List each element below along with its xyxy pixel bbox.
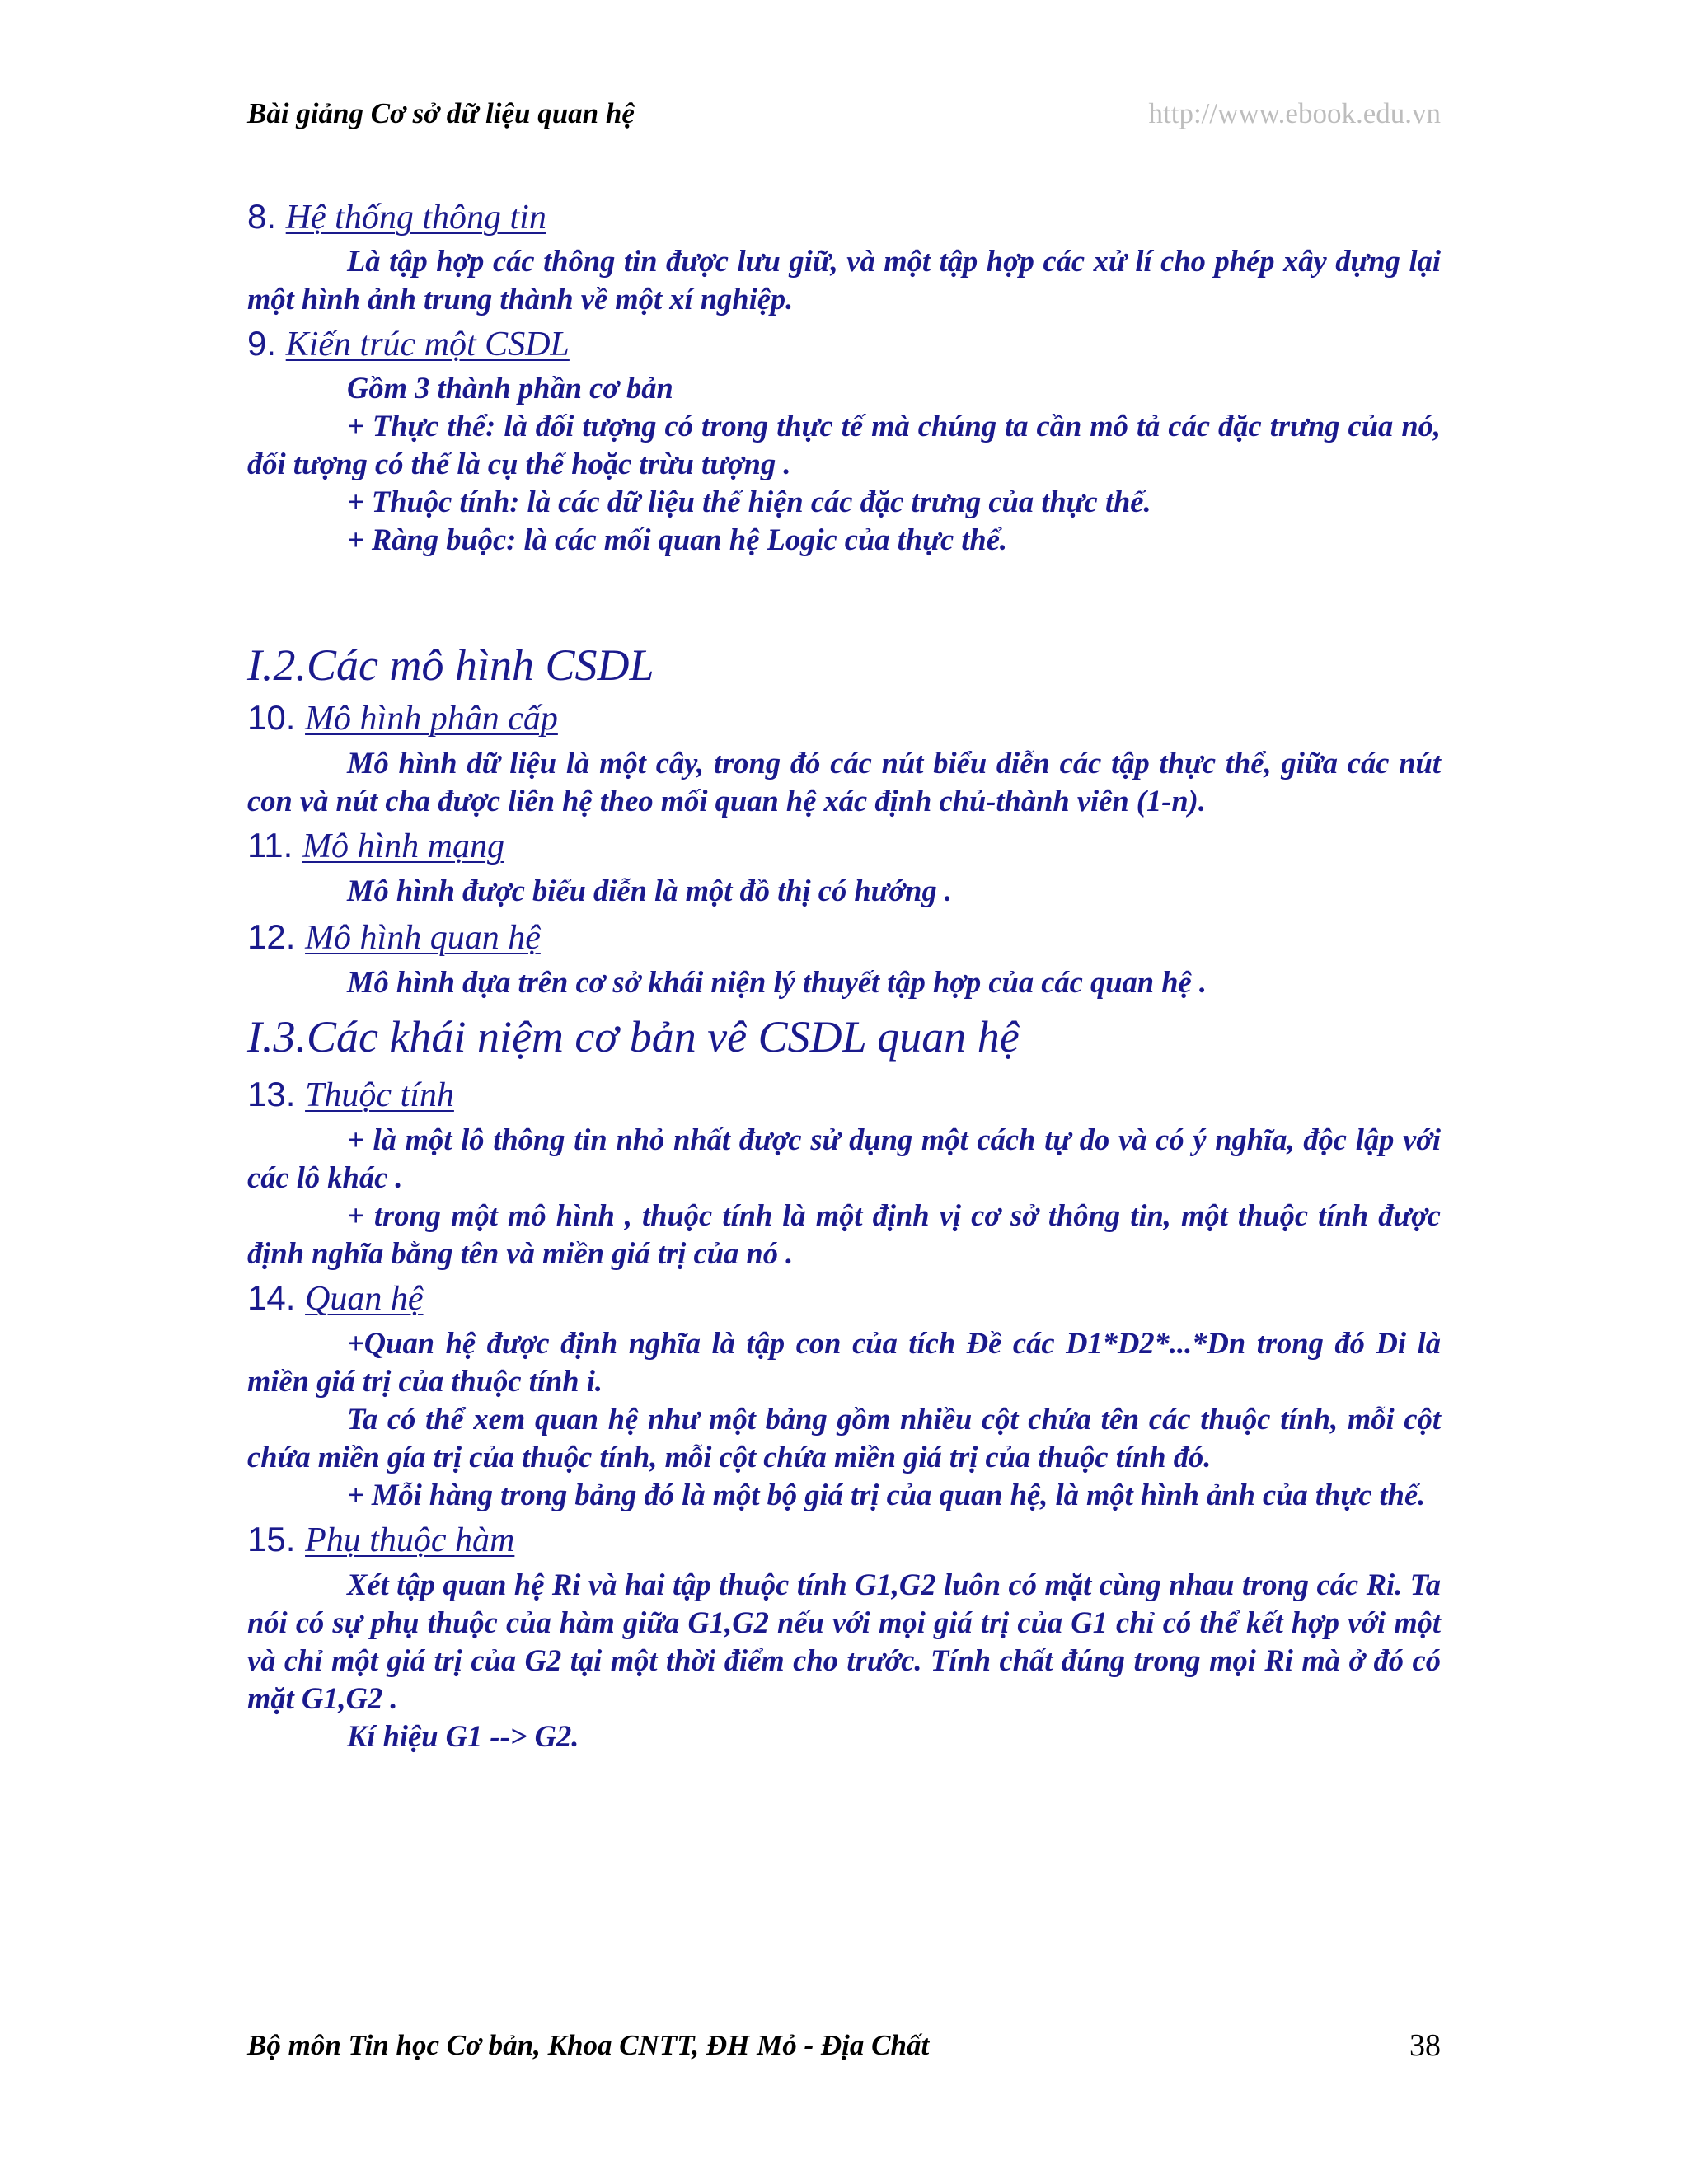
page-header (247, 97, 1441, 138)
item-15-heading (247, 1517, 1441, 1563)
footer-department: Bộ môn Tin học Cơ bản, Khoa CNTT, ĐH Mỏ - Địa Chất (247, 2029, 930, 2061)
item-9-paragraph-1: Gồm 3 thành phần cơ bản (347, 371, 673, 405)
page-content (247, 194, 1441, 1755)
item-14-paragraph-3: + Mỗi hàng trong bảng đó là một bộ giá trị của quan hệ, là một hình ảnh của thực thể. (347, 1478, 1426, 1511)
item-13-paragraph-2: + trong một mô hình , thuộc tính là một định vị cơ sở thông tin, một thuộc tính được định nghĩa bằng tên và miền giá trị của nó . (247, 1198, 1441, 1270)
item-title: Quan hệ (305, 1280, 424, 1318)
item-10-heading (247, 696, 1441, 741)
item-title: Mô hình phân cấp (305, 700, 558, 738)
header-url[interactable]: http://www.ebook.edu.vn (1148, 97, 1441, 129)
item-14-heading (247, 1276, 1441, 1321)
item-11-heading (247, 823, 1441, 869)
item-title: Thuộc tính (305, 1076, 454, 1114)
item-number: 9. (247, 324, 277, 363)
item-10-paragraph: Mô hình dữ liệu là một cây, trong đó các nút biểu diễn các tập thực thể, giữa các nút con và nút cha được liên hệ theo mối quan hệ xác định chủ-thành viên (1-n). (247, 746, 1441, 818)
item-number: 11. (247, 826, 293, 865)
item-9-paragraph-2: + Thực thể: là đối tượng có trong thực tế mà chúng ta cần mô tả các đặc trưng của nó, đối tượng có thể là cụ thể hoặc trừu tượng . (247, 409, 1441, 480)
section-heading-models: I.2.Các mô hình CSDL (247, 640, 654, 690)
item-number: 14. (247, 1278, 296, 1317)
item-8-heading (247, 194, 1441, 240)
item-11-paragraph: Mô hình được biểu diễn là một đồ thị có hướng . (347, 874, 952, 907)
item-number: 8. (247, 197, 277, 236)
item-9-paragraph-3: + Thuộc tính: là các dữ liệu thể hiện các đặc trưng của thực thể. (347, 485, 1151, 518)
header-title: Bài giảng Cơ sở dữ liệu quan hệ (247, 97, 635, 129)
item-title: Hệ thống thông tin (285, 199, 546, 237)
item-title: Kiến trúc một CSDL (285, 326, 570, 363)
item-12-heading (247, 915, 1441, 960)
item-8-paragraph: Là tập hợp các thông tin được lưu giữ, và một tập hợp các xử lí cho phép xây dựng lại một hình ảnh trung thành về một xí nghiệp. (247, 244, 1441, 316)
item-13-paragraph-1: + là một lô thông tin nhỏ nhất được sử dụng một cách tự do và có ý nghĩa, độc lập với các lô khác . (247, 1122, 1441, 1194)
section-heading-concepts: I.3.Các khái niệm cơ bản vê CSDL quan hệ (247, 1012, 1020, 1062)
item-title: Phụ thuộc hàm (305, 1521, 515, 1559)
item-title: Mô hình mạng (302, 827, 504, 865)
item-13-heading (247, 1072, 1441, 1118)
item-14-paragraph-2: Ta có thể xem quan hệ như một bảng gồm nhiều cột chứa tên các thuộc tính, mỗi cột chứa miền gía trị của thuộc tính, mỗi cột chứa miền giá trị của thuộc tính đó. (247, 1402, 1441, 1474)
item-15-paragraph-2: Kí hiệu G1 --> G2. (347, 1719, 579, 1753)
page-number: 38 (1409, 2028, 1441, 2063)
item-number: 15. (247, 1520, 296, 1558)
item-15-paragraph-1: Xét tập quan hệ Ri và hai tập thuộc tính G1,G2 luôn có mặt cùng nhau trong các Ri. Ta nói có sự phụ thuộc của hàm giữa G1,G2 nếu với mọi giá trị của G1 chỉ có thể kết hợp với một và chỉ một giá trị của G2 tại một thời điểm cho trước. Tính chất đúng trong mọi Ri mà ở đó có mặt G1,G2 . (247, 1568, 1441, 1715)
item-14-paragraph-1: +Quan hệ được định nghĩa là tập con của tích Đề các D1*D2*...*Dn trong đó Di là miền giá trị của thuộc tính i. (247, 1326, 1441, 1398)
item-number: 13. (247, 1075, 296, 1113)
item-number: 10. (247, 698, 296, 737)
item-number: 12. (247, 917, 296, 956)
page-footer (247, 2029, 1441, 2070)
item-title: Mô hình quan hệ (305, 919, 541, 957)
item-9-heading (247, 321, 1441, 367)
item-12-paragraph: Mô hình dựa trên cơ sở khái niện lý thuyết tập hợp của các quan hệ . (347, 965, 1207, 999)
item-9-paragraph-4: + Ràng buộc: là các mối quan hệ Logic của thực thể. (347, 523, 1008, 556)
